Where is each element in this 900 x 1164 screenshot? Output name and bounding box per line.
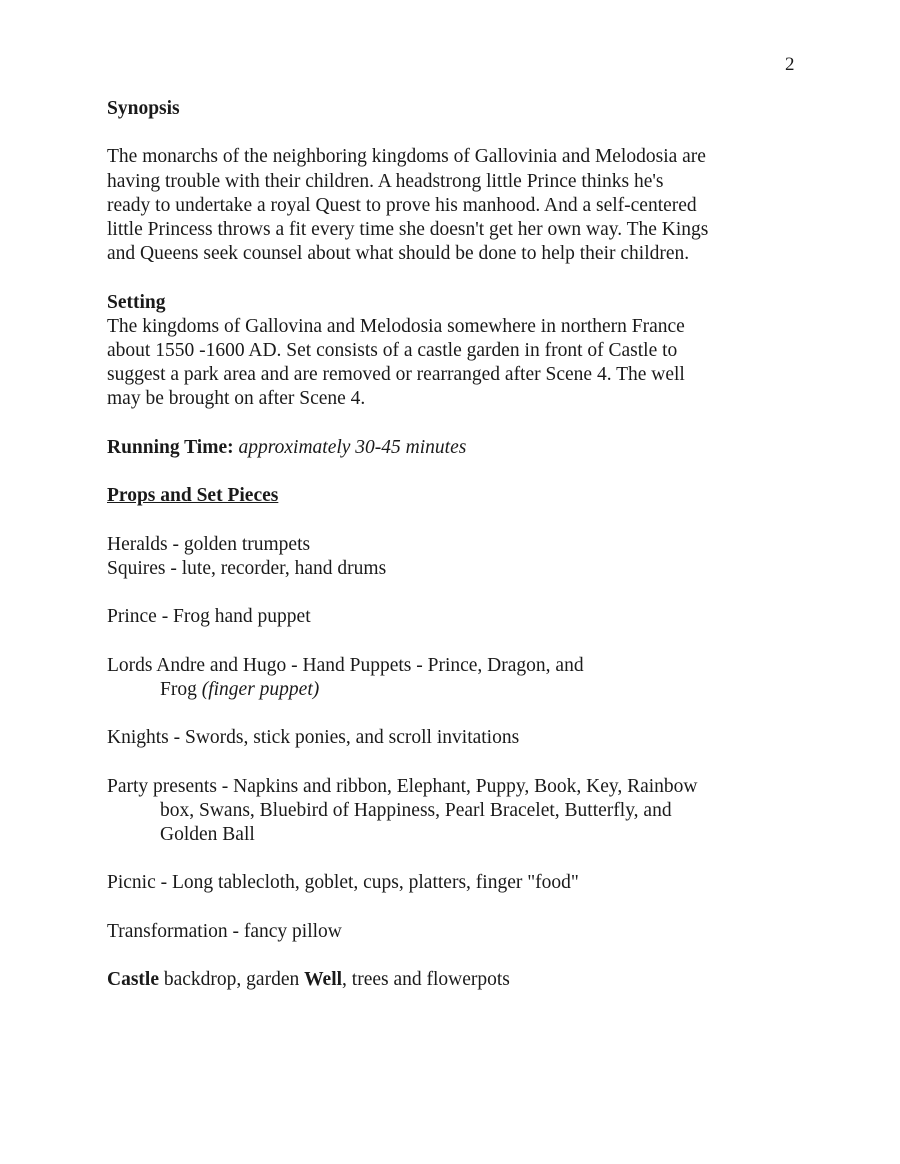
props-party-line: box, Swans, Bluebird of Happiness, Pearl Bracelet, Butterfly, and bbox=[160, 799, 672, 821]
spacer bbox=[107, 702, 807, 726]
props-heralds: Heralds - golden trumpets bbox=[107, 533, 311, 555]
props-transformation: Transformation - fancy pillow bbox=[107, 920, 342, 942]
props-well-label: Well bbox=[304, 969, 343, 991]
props-castle bbox=[107, 968, 807, 992]
props-lords-frog: Frog bbox=[160, 678, 202, 700]
spacer bbox=[107, 412, 807, 436]
props-lords-line: Lords Andre and Hugo - Hand Puppets - Prince, Dragon, and bbox=[107, 654, 584, 676]
props-party-line: Party presents - Napkins and ribbon, Elephant, Puppy, Book, Key, Rainbow bbox=[107, 775, 698, 797]
props-lords-line bbox=[107, 678, 807, 702]
running-time-label: Running Time: bbox=[107, 436, 234, 458]
running-time bbox=[107, 436, 807, 460]
setting-line: suggest a park area and are removed or rearranged after Scene 4. The well bbox=[107, 364, 685, 386]
spacer bbox=[107, 750, 807, 774]
props-knights: Knights - Swords, stick ponies, and scroll invitations bbox=[107, 727, 520, 749]
spacer bbox=[107, 944, 807, 968]
synopsis-line: having trouble with their children. A headstrong little Prince thinks he's bbox=[107, 170, 664, 192]
running-time-value: approximately 30-45 minutes bbox=[238, 436, 467, 458]
spacer bbox=[107, 847, 807, 871]
props-castle-text: backdrop, garden bbox=[159, 969, 305, 991]
props-castle-label: Castle bbox=[107, 969, 159, 991]
document-body bbox=[107, 97, 807, 992]
spacer bbox=[107, 896, 807, 920]
page-number: 2 bbox=[785, 54, 795, 75]
synopsis-line: and Queens seek counsel about what should be done to help their children. bbox=[107, 243, 690, 265]
synopsis-line: The monarchs of the neighboring kingdoms of Gallovinia and Melodosia are bbox=[107, 146, 706, 168]
synopsis-line: little Princess throws a fit every time she doesn't get her own way. The Kings bbox=[107, 219, 709, 240]
spacer bbox=[107, 121, 807, 145]
props-party-line: Golden Ball bbox=[160, 823, 255, 845]
setting-line: may be brought on after Scene 4. bbox=[107, 388, 366, 410]
props-heading: Props and Set Pieces bbox=[107, 485, 279, 507]
spacer bbox=[107, 460, 807, 484]
props-squires: Squires - lute, recorder, hand drums bbox=[107, 557, 387, 579]
synopsis-heading: Synopsis bbox=[107, 98, 180, 119]
spacer bbox=[107, 508, 807, 532]
props-castle-text-end: , trees and flowerpots bbox=[342, 969, 510, 991]
setting-line: about 1550 -1600 AD. Set consists of a castle garden in front of Castle to bbox=[107, 340, 678, 361]
setting-heading: Setting bbox=[107, 291, 166, 313]
spacer bbox=[107, 581, 807, 605]
props-picnic: Picnic - Long tablecloth, goblet, cups, platters, finger "food" bbox=[107, 872, 579, 894]
props-prince: Prince - Frog hand puppet bbox=[107, 606, 311, 628]
props-lords-finger-puppet: (finger puppet) bbox=[201, 678, 320, 700]
setting-line: The kingdoms of Gallovina and Melodosia somewhere in northern France bbox=[107, 315, 685, 337]
spacer bbox=[107, 629, 807, 653]
synopsis-line: ready to undertake a royal Quest to prove his manhood. And a self-centered bbox=[107, 194, 697, 216]
spacer bbox=[107, 266, 807, 290]
